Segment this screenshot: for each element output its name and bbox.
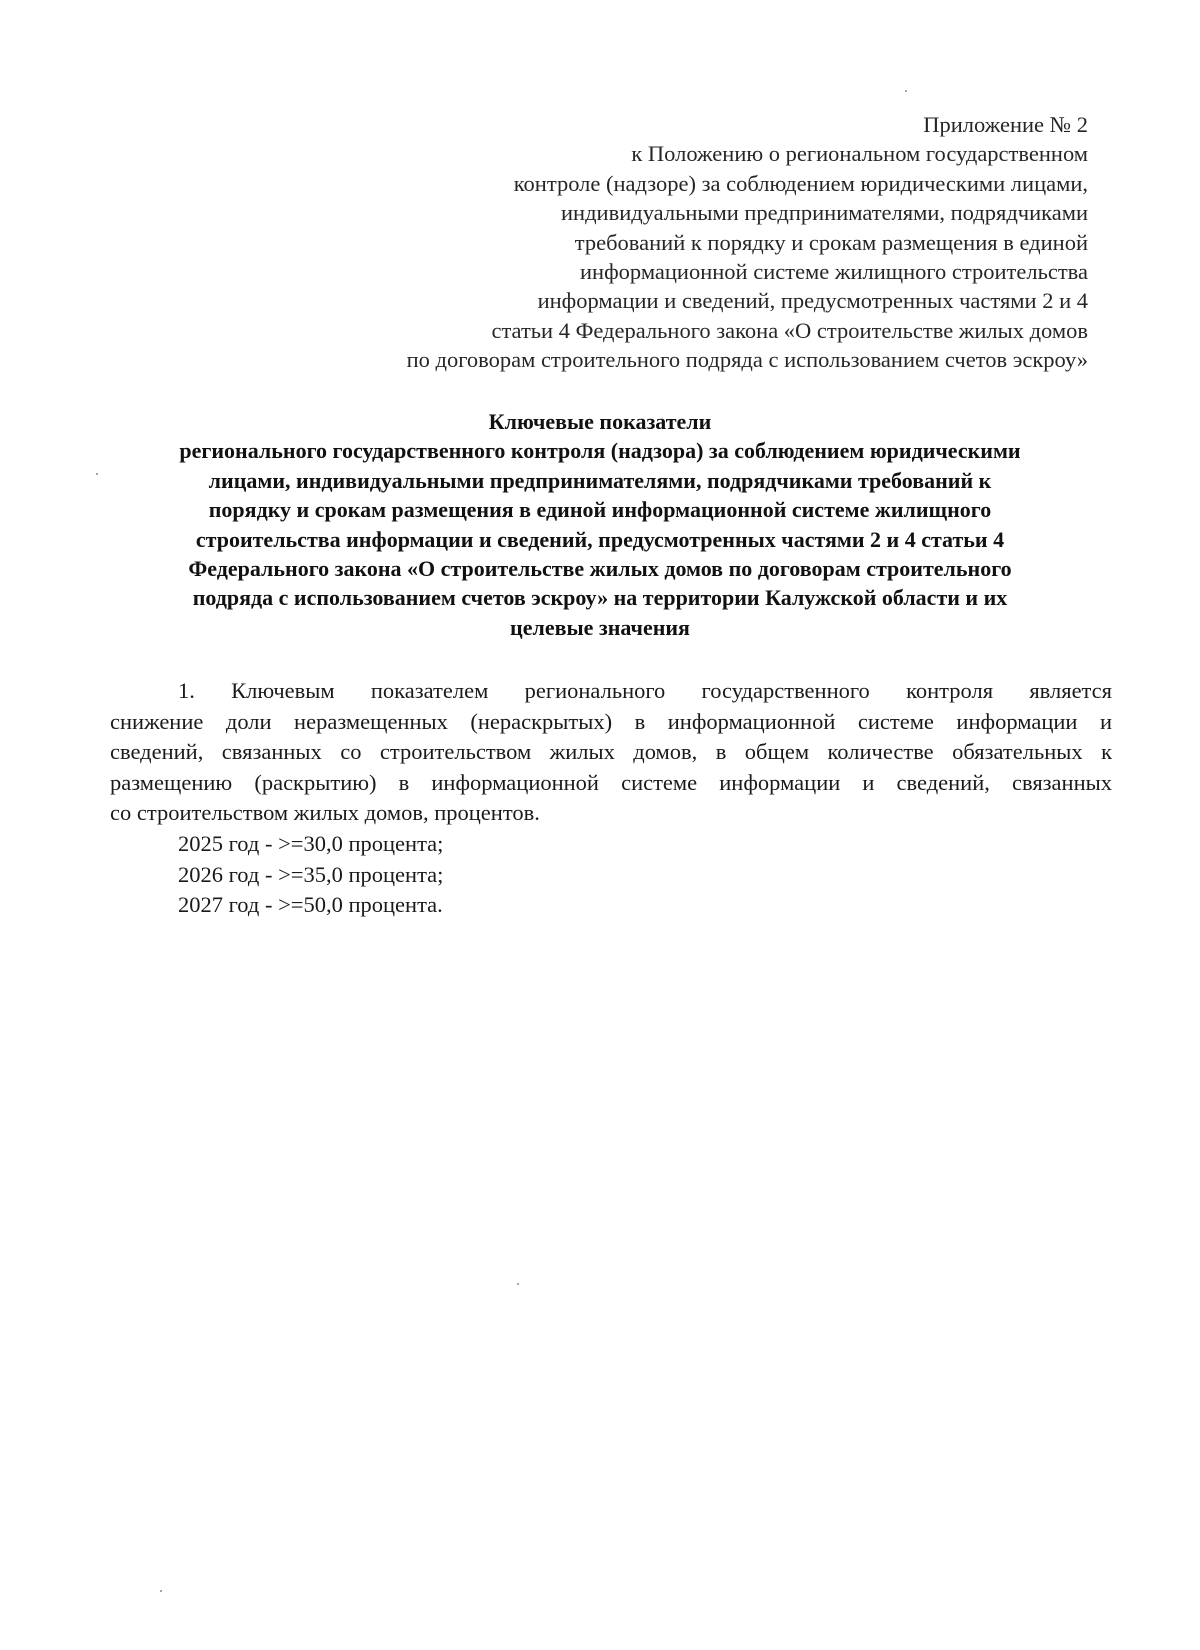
appendix-line: статьи 4 Федерального закона «О строительстве жилых домов [491, 317, 1088, 343]
appendix-line: контроле (надзоре) за соблюдением юридическими лицами, [513, 170, 1088, 196]
appendix-line: требований к порядку и срокам размещения в единой [574, 229, 1088, 255]
appendix-line: по договорам строительного подряда с использованием счетов эскроу» [406, 347, 1088, 373]
appendix-number: Приложение № 2 [923, 112, 1088, 137]
paragraph-line: сведений, связанных со строительством жилых домов, в общем количестве обязательных к [110, 739, 1112, 765]
paragraph-line: размещению (раскрытию) в информационной системе информации и сведений, связанных [110, 769, 1112, 795]
scan-speck [517, 1283, 519, 1285]
paragraph-line: со строительством жилых домов, процентов. [110, 800, 540, 826]
appendix-line: индивидуальными предпринимателями, подрядчиками [561, 200, 1088, 226]
title-heading: Ключевые показатели [488, 409, 712, 434]
scan-speck [905, 90, 907, 92]
appendix-header [328, 110, 1088, 375]
paragraph-line: 1. Ключевым показателем регионального государственного контроля является [178, 678, 1112, 703]
target-value-2025: 2025 год - >=30,0 процента; [178, 830, 444, 856]
title-line: лицами, индивидуальными предпринимателями, подрядчиками требований к [208, 467, 992, 493]
appendix-line: к Положению о региональном государственном [631, 141, 1088, 167]
document-body [110, 676, 1112, 921]
target-value-2026: 2026 год - >=35,0 процента; [178, 861, 444, 887]
title-line: регионального государственного контроля (надзора) за соблюдением юридическими [179, 438, 1021, 464]
target-value-2027: 2027 год - >=50,0 процента. [178, 892, 443, 918]
scan-speck [96, 473, 98, 475]
title-line: Федерального закона «О строительстве жилых домов по договорам строительного [188, 556, 1012, 582]
title-line: строительства информации и сведений, предусмотренных частями 2 и 4 статьи 4 [195, 526, 1005, 552]
title-line: порядку и срокам размещения в единой информационной системе жилищного [208, 497, 992, 523]
title-line: целевые значения [510, 614, 690, 640]
scan-speck [160, 1590, 162, 1592]
document-title [110, 407, 1090, 642]
paragraph-line: снижение доли неразмещенных (нераскрытых) в информационной системе информации и [110, 708, 1112, 734]
appendix-line: информации и сведений, предусмотренных частями 2 и 4 [537, 288, 1088, 314]
appendix-line: информационной системе жилищного строительства [580, 259, 1088, 285]
title-line: подряда с использованием счетов эскроу» на территории Калужской области и их [192, 585, 1008, 611]
